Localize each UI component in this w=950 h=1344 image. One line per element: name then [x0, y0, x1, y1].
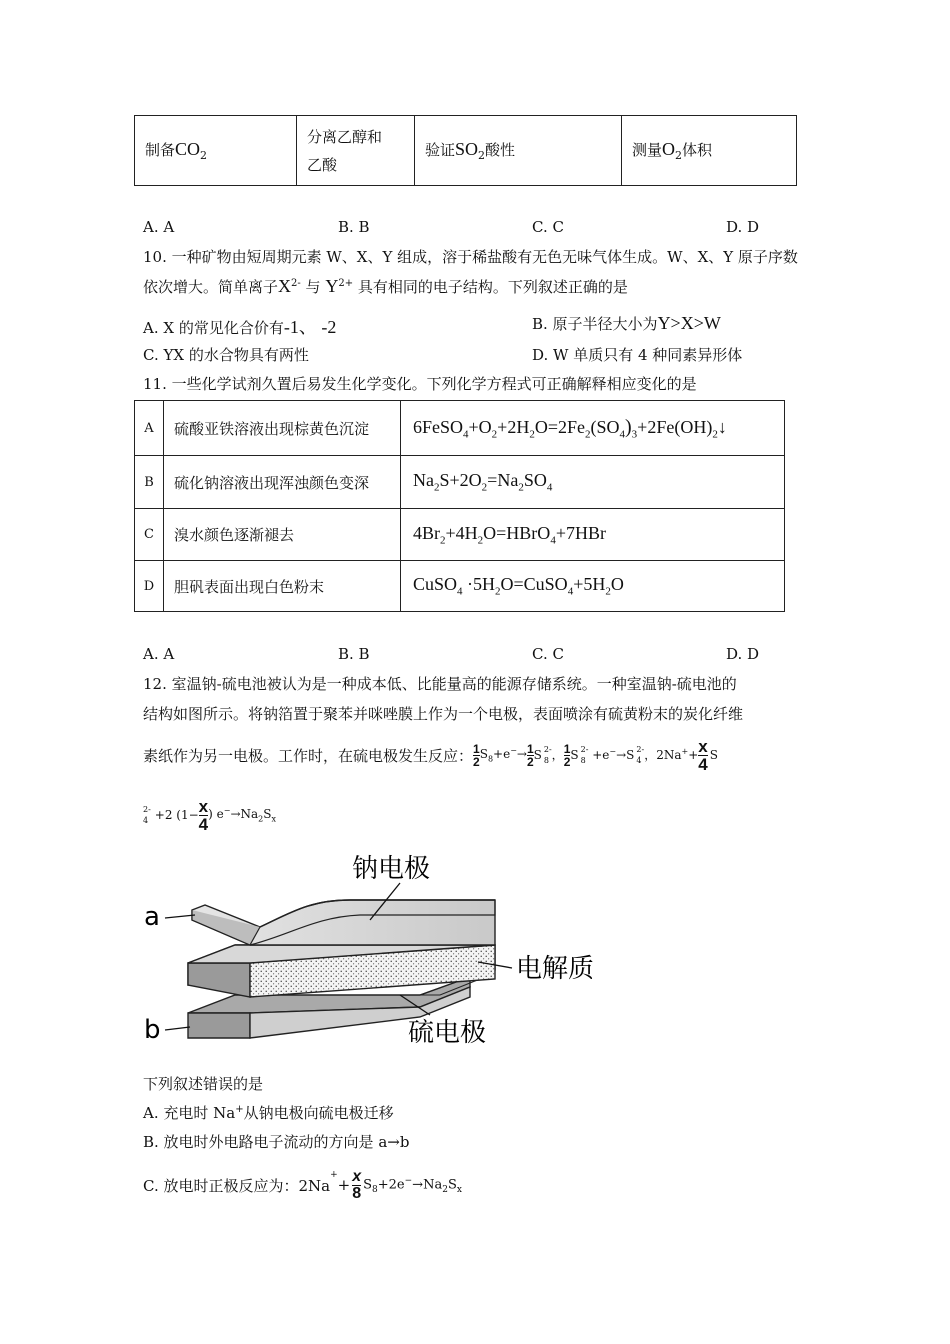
- q11-desc-a: 硫酸亚铁溶液出现棕黄色沉淀: [164, 401, 401, 456]
- label-sulfur-electrode: 硫电极: [408, 1018, 487, 1048]
- q11-eq-b: $Na_2S+2O_2=Na_2SO_4$: [401, 456, 785, 509]
- q12-stem-line4: 2- 4 +2 (1− $\frac{x}{4}$ ) $e^-\to Na_2S_x$: [143, 796, 277, 834]
- q9-option-b[interactable]: B. B: [338, 218, 370, 236]
- q12-stem-line3: 素纸作为另一电极。工作时，在硫电极发生反应： $\frac{1}{2}$ $S_8+e^-\to$ $\frac{1}{2}$ S 2- 8 ， $\frac{1}{2}$ S 2- 8 +e−→S 2- 4 ，2Na++ $\frac{x}{4}$ S: [143, 736, 718, 774]
- leader-line-a: [165, 915, 195, 918]
- label-a: a: [144, 902, 160, 932]
- label-sodium-electrode: 钠电极: [352, 854, 431, 884]
- q12-option-a[interactable]: A. 充电时 Na+从钠电极向硫电极迁移: [143, 1104, 394, 1122]
- q11-option-d[interactable]: D. D: [726, 645, 760, 663]
- q10-option-a[interactable]: A. X 的常见化合价有-1、 -2: [143, 317, 337, 337]
- q11-key-b: B: [135, 456, 164, 509]
- q11-table: [134, 400, 785, 612]
- leader-line-b: [165, 1027, 190, 1030]
- q11-desc-b: 硫化钠溶液出现浑浊颜色变深: [164, 456, 401, 509]
- q10-stem-line1: 10. 一种矿物由短周期元素 W、X、Y 组成，溶于稀盐酸有无色无味气体生成。W、X、Y 原子序数: [143, 248, 798, 266]
- q11-key-a: A: [135, 401, 164, 456]
- q12-option-b[interactable]: B. 放电时外电路电子流动的方向是 a→b: [143, 1133, 410, 1151]
- q11-option-a[interactable]: A. A: [143, 645, 175, 663]
- q9-cell-2: 分离乙醇和 乙酸: [297, 116, 415, 186]
- q11-option-c[interactable]: C. C: [532, 645, 564, 663]
- q12-stem-line2: 结构如图所示。将钠箔置于聚苯并咪唑膜上作为一个电极，表面喷涂有硫黄粉末的炭化纤维: [143, 705, 744, 723]
- q12-stem-line1: 12. 室温钠-硫电池被认为是一种成本低、比能量高的能源存储系统。一种室温钠-硫电池的: [143, 675, 737, 693]
- q9-cell-3: 验证$SO_2$酸性: [415, 116, 622, 186]
- q11-desc-c: 溴水颜色逐渐褪去: [164, 509, 401, 561]
- q11-stem: 11. 一些化学试剂久置后易发生化学变化。下列化学方程式可正确解释相应变化的是: [143, 375, 697, 393]
- q11-desc-d: 胆矾表面出现白色粉末: [164, 561, 401, 612]
- q9-cell-1: 制备$CO_2$: [135, 116, 297, 186]
- sodium-electrode: [192, 900, 495, 945]
- q11-option-b[interactable]: B. B: [338, 645, 370, 663]
- label-b: b: [144, 1015, 161, 1045]
- q10-option-b[interactable]: B. 原子半径大小为Y>X>W: [532, 313, 721, 333]
- q10-option-d[interactable]: D. W 单质只有 4 种同素异形体: [532, 346, 743, 364]
- q9-table: [134, 115, 797, 186]
- q9-option-c[interactable]: C. C: [532, 218, 564, 236]
- q9-option-d[interactable]: D. D: [726, 218, 760, 236]
- q12-option-c[interactable]: C. 放电时正极反应为：2Na + + $\frac{x}{8}$ $S_8+2e^-\to Na_2S_x$: [143, 1167, 462, 1202]
- q9-cell-4: 测量$O_2$体积: [622, 116, 797, 186]
- battery-diagram: [140, 845, 610, 1065]
- q10-option-c[interactable]: C. YX 的水合物具有两性: [143, 346, 309, 364]
- q11-eq-c: $4Br_2+4H_2O=HBrO_4+7HBr$: [401, 509, 785, 561]
- q10-stem-line2: 依次增大。简单离子$X^{2-}$ 与 $Y^{2+}$ 具有相同的电子结构。下列叙述正确的是: [143, 276, 628, 296]
- q11-key-c: C: [135, 509, 164, 561]
- label-electrolyte: 电解质: [516, 954, 595, 984]
- q11-key-d: D: [135, 561, 164, 612]
- q12-stem-2: 下列叙述错误的是: [143, 1075, 264, 1093]
- q9-option-a[interactable]: A. A: [143, 218, 175, 236]
- q11-eq-d: CuSO$_4$ $\cdot 5H_2O=CuSO_4+5H_2O$: [401, 561, 785, 612]
- q11-eq-a: $6FeSO_4+O_2+2H_2O=2Fe_2(SO_4)_3+2Fe(OH)_2↓$: [401, 401, 785, 456]
